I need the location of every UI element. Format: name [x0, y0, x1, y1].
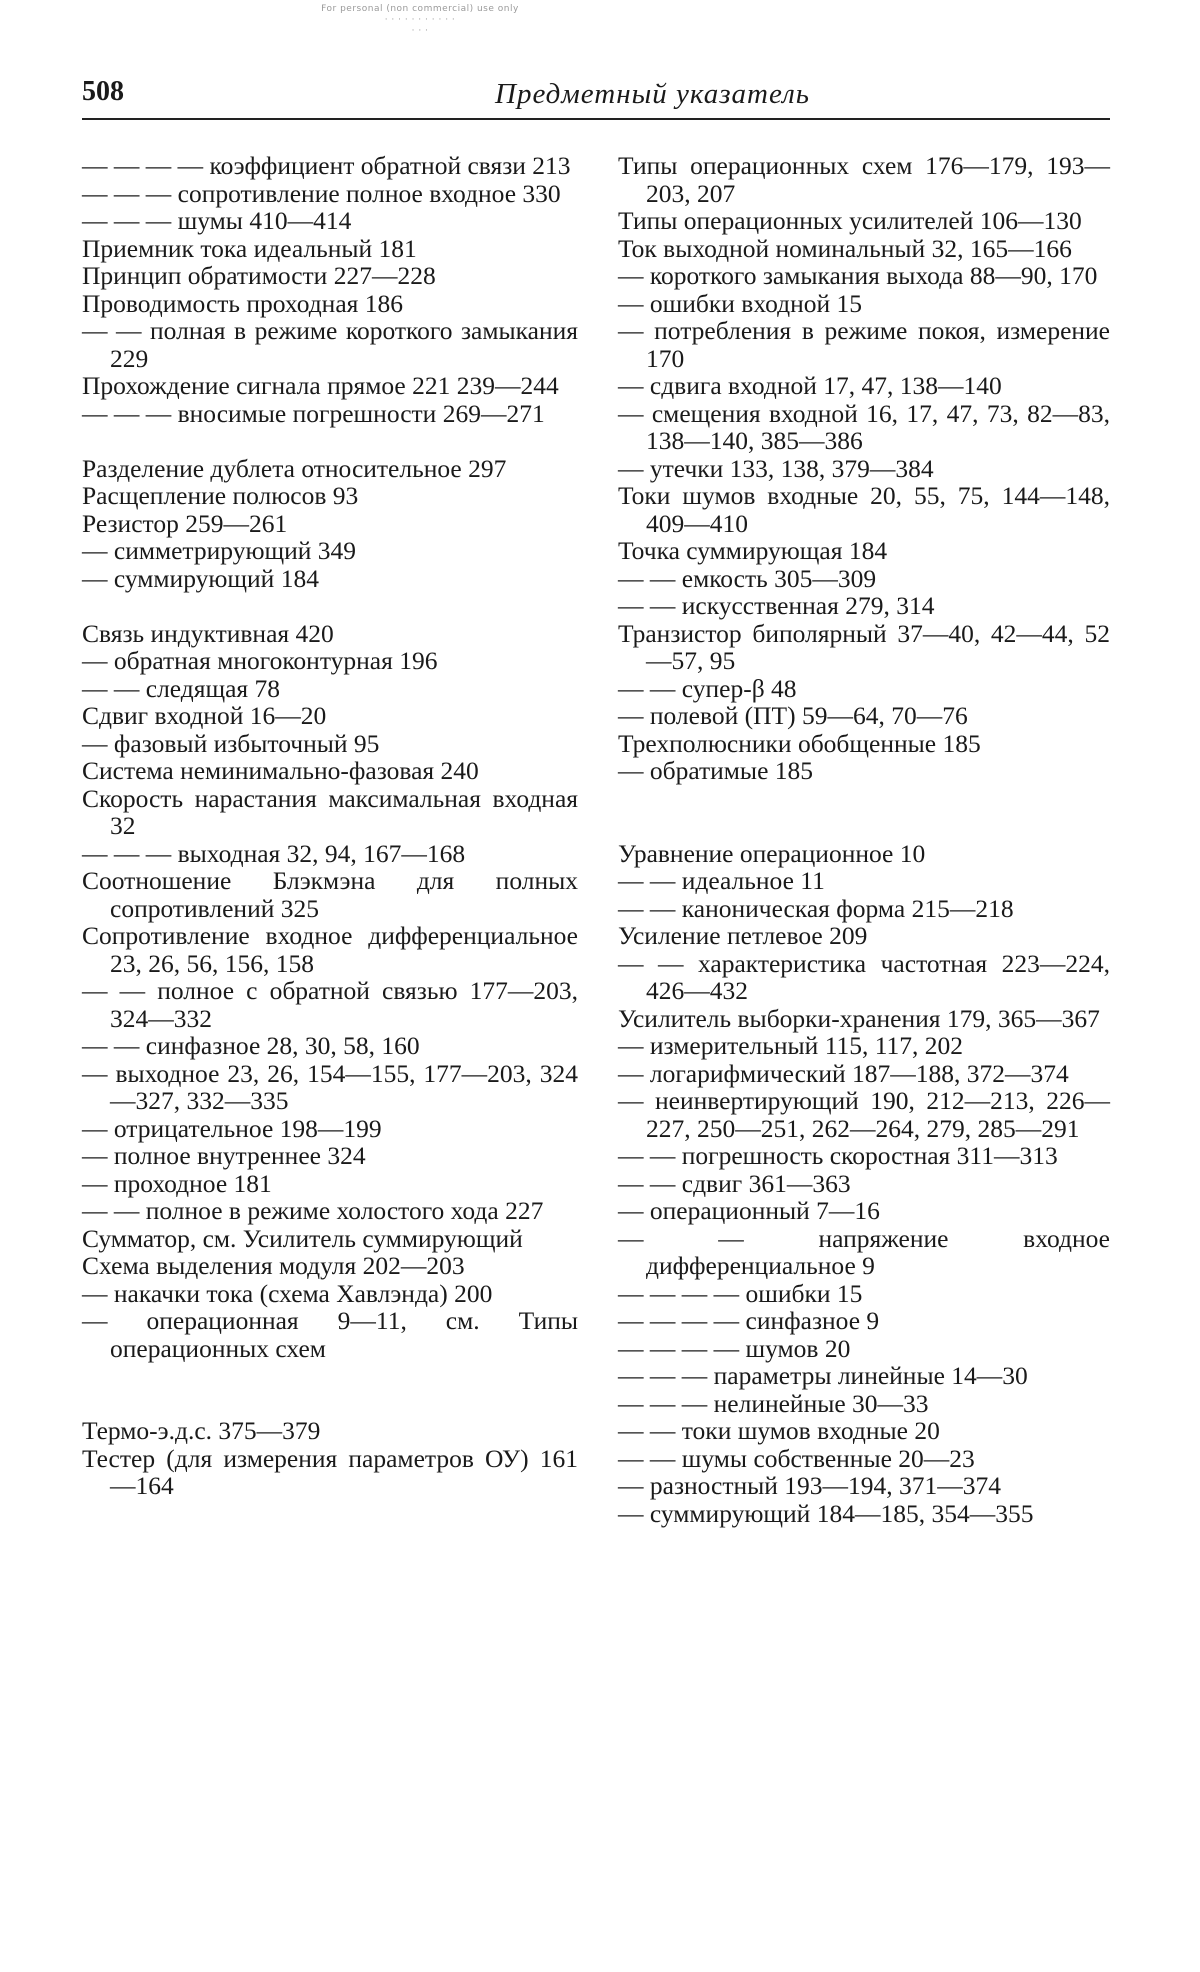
left-index-column: [82, 152, 578, 1500]
index-entry: Расщепление полюсов 93: [82, 481, 359, 510]
index-entry: Типы операционных схем 176—179, 193—203, 207: [618, 151, 1110, 208]
index-entry: — — сдвиг 361—363: [618, 1168, 851, 1198]
index-entry: — — — нелинейные 30—33: [618, 1388, 929, 1418]
index-entry: — сдвига входной 17, 47, 138—140: [618, 371, 1002, 400]
index-entry: — накачки тока (схема Хавлэнда) 200: [82, 1278, 493, 1308]
index-entry: Сумматор, см. Усилитель суммирующий: [82, 1223, 523, 1253]
index-entry: Ток выходной номинальный 32, 165—166: [618, 233, 1072, 263]
watermark-notice: [270, 4, 570, 37]
index-entry: Транзистор биполярный 37—40, 42—44, 52—57, 95: [618, 618, 1110, 675]
index-entry: — симметрирующий 349: [82, 536, 357, 565]
index-entry: — разностный 193—194, 371—374: [618, 1471, 1002, 1500]
index-entry: — — — вносимые погрешности 269—271: [82, 398, 545, 428]
index-entry: — утечки 133, 138, 379—384: [618, 453, 934, 483]
index-entry: Усилитель выборки-хранения 179, 365—367: [618, 1003, 1100, 1033]
index-entry: — — — сопротивление полное входное 330: [82, 178, 561, 208]
index-entry: Разделение дублета относительное 297: [82, 453, 507, 483]
index-entry: Проводимость проходная 186: [82, 288, 404, 318]
index-entry: — логарифмический 187—188, 372—374: [618, 1058, 1069, 1088]
index-entry: — — — — шумов 20: [618, 1333, 851, 1363]
index-entry: — — полная в режиме короткого замыкания 229: [82, 316, 578, 373]
index-entry: — — каноническая форма 215—218: [618, 893, 1014, 923]
index-entry: — операционный 7—16: [618, 1196, 880, 1225]
index-entry: Сдвиг входной 16—20: [82, 701, 327, 730]
watermark-line: · · · · · · · · · · ·: [384, 15, 456, 25]
index-gap: [618, 785, 1110, 813]
index-entry: — операционная 9—11, см. Типы операционных схем: [82, 1306, 578, 1363]
index-entry: Тестер (для измерения параметров ОУ) 161—164: [82, 1443, 578, 1500]
index-entry: — — синфазное 28, 30, 58, 160: [82, 1031, 420, 1060]
index-gap: [82, 1390, 578, 1418]
index-entry: Трехполюсники обобщенные 185: [618, 728, 981, 758]
index-entry: — — шумы собственные 20—23: [618, 1443, 975, 1473]
index-entry: Прохождение сигнала прямое 221 239—244: [82, 371, 559, 400]
index-entry: Система неминимально-фазовая 240: [82, 756, 479, 785]
index-entry: — суммирующий 184—185, 354—355: [618, 1498, 1034, 1528]
index-entry: — обратимые 185: [618, 756, 814, 785]
index-entry: — проходное 181: [82, 1168, 272, 1198]
index-entry: — полное внутреннее 324: [82, 1141, 366, 1170]
index-entry: — ошибки входной 15: [618, 288, 863, 318]
index-entry: — — напряжение входное дифференциальное 9: [618, 1223, 1110, 1280]
watermark-line: · · ·: [411, 26, 429, 36]
index-entry: Типы операционных усилителей 106—130: [618, 206, 1082, 235]
index-entry: — суммирующий 184: [82, 563, 319, 593]
index-entry: Резистор 259—261: [82, 508, 288, 538]
index-entry: — — — — коэффициент обратной связи 213: [82, 151, 571, 180]
index-entry: — смещения входной 16, 17, 47, 73, 82—83, 138—140, 385—386: [618, 398, 1110, 455]
index-entry: — — супер-β 48: [618, 673, 797, 703]
index-entry: — — искусственная 279, 314: [618, 591, 935, 620]
index-entry: — потребления в режиме покоя, измерение 170: [618, 316, 1110, 373]
index-gap: [82, 1362, 578, 1390]
index-entry: — — — выходная 32, 94, 167—168: [82, 838, 466, 868]
index-entry: — неинвертирующий 190, 212—213, 226—227, 250—251, 262—264, 279, 285—291: [618, 1086, 1110, 1143]
index-entry: — полевой (ПТ) 59—64, 70—76: [618, 701, 968, 730]
running-head: Предметный указатель: [495, 78, 810, 110]
index-entry: — — полное в режиме холостого хода 227: [82, 1196, 544, 1225]
index-entry: — выходное 23, 26, 154—155, 177—203, 324—327, 332—335: [82, 1058, 578, 1115]
index-entry: Уравнение операционное 10: [618, 838, 926, 868]
index-entry: — — идеальное 11: [618, 866, 825, 895]
index-entry: Токи шумов входные 20, 55, 75, 144—148, 409—410: [618, 481, 1110, 538]
index-entry: — — — шумы 410—414: [82, 206, 352, 235]
index-entry: — измерительный 115, 117, 202: [618, 1031, 964, 1060]
index-gap: [82, 427, 578, 455]
index-entry: Приемник тока идеальный 181: [82, 233, 417, 263]
index-entry: Скорость нарастания максимальная входная 32: [82, 783, 578, 840]
index-entry: Точка суммирующая 184: [618, 536, 888, 565]
index-entry: — — токи шумов входные 20: [618, 1416, 940, 1445]
watermark-line: For personal (non commercial) use only: [321, 4, 519, 14]
index-gap: [82, 592, 578, 620]
index-entry: — — — — ошибки 15: [618, 1278, 863, 1308]
index-entry: Термо-э.д.с. 375—379: [82, 1416, 321, 1445]
index-entry: — — — — синфазное 9: [618, 1306, 880, 1335]
index-entry: — — емкость 305—309: [618, 563, 877, 593]
index-entry: — — — параметры линейные 14—30: [618, 1361, 1028, 1390]
index-entry: Связь индуктивная 420: [82, 618, 334, 648]
index-entry: — фазовый избыточный 95: [82, 728, 380, 758]
index-entry: Соотношение Блэкмэна для полных сопротивлений 325: [82, 866, 578, 923]
index-entry: Схема выделения модуля 202—203: [82, 1251, 465, 1280]
index-entry: Усиление петлевое 209: [618, 921, 868, 950]
right-index-column: [618, 152, 1110, 1527]
header-rule: [82, 118, 1110, 120]
index-entry: Сопротивление входное дифференциальное 23, 26, 56, 156, 158: [82, 921, 578, 978]
index-entry: — — полное с обратной связью 177—203, 324—332: [82, 976, 578, 1033]
index-entry: Принцип обратимости 227—228: [82, 261, 436, 290]
index-entry: — отрицательное 198—199: [82, 1113, 382, 1143]
index-entry: — — следящая 78: [82, 673, 281, 703]
index-gap: [618, 812, 1110, 840]
index-entry: — обратная многоконтурная 196: [82, 646, 438, 675]
index-entry: — короткого замыкания выхода 88—90, 170: [618, 261, 1098, 290]
index-entry: — — погрешность скоростная 311—313: [618, 1141, 1058, 1170]
page-number: 508: [82, 76, 124, 107]
index-entry: — — характеристика частотная 223—224, 426—432: [618, 948, 1110, 1005]
